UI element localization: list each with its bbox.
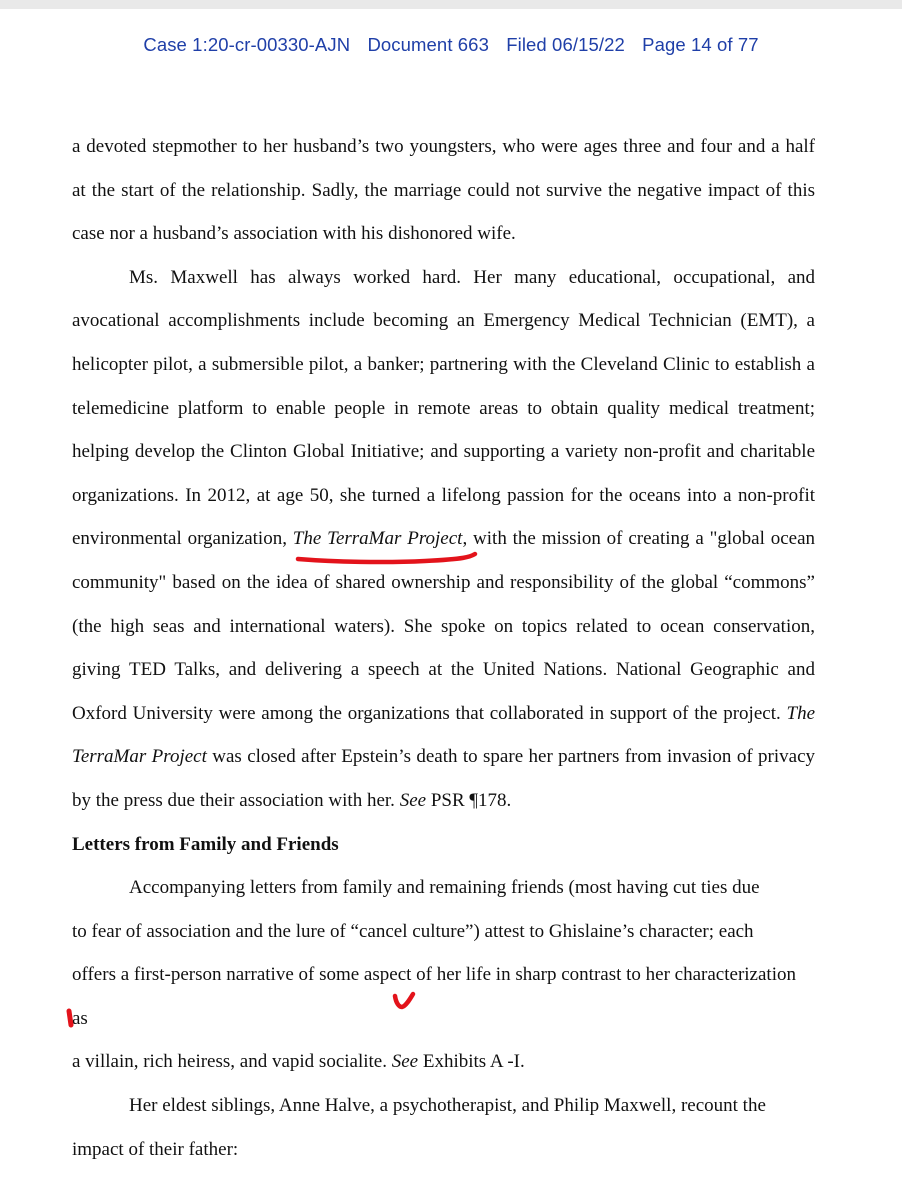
paragraph-3 [72, 866, 815, 1084]
paragraph-2-text-a: Ms. Maxwell has always worked hard. Her many educational, occupational, and avocational accomplishments include becoming an Emergency Medical Technician (EMT), a helicopter pilot, a submersible pilot, a banker; partnering with the Cleveland Clinic to establish a telemedicine platform to enable people in remote areas to obtain quality medical treatment; helping develop the Clinton Global Initiative; and supporting a variety non-profit and charitable organizations. In 2012, at age 50, she turned a lifelong passion for the oceans into a non-profit environmental organization, [72, 266, 815, 550]
paragraph-2 [72, 256, 815, 823]
top-strip [0, 0, 902, 9]
filing-header [0, 34, 902, 56]
page-number: Page 14 of 77 [642, 34, 759, 55]
paragraph-3-line-4-b: Exhibits A -I. [418, 1051, 525, 1073]
paragraph-4 [72, 1084, 815, 1171]
paragraph-4-line-2: impact of their father: [72, 1138, 239, 1160]
document-number: Document 663 [367, 34, 489, 55]
paragraph-2-text-c: was closed after Epstein’s death to spare her partners from invasion of privacy by the press due their association with her. [72, 746, 815, 811]
paragraph-3-line-4-a: a villain, rich heiress, and vapid socialite. [72, 1051, 392, 1073]
paragraph-2-text-b: , with the mission of creating a "global ocean community" based on the idea of shared ownership and responsibility of the global “commons” (the high seas and international waters). She spoke on topics related to ocean conservation, giving TED Talks, and delivering a speech at the United Nations. National Geographic and Oxford University were among the organizations that collaborated in support of the project. [72, 528, 815, 724]
red-tick-mark [64, 1008, 78, 1030]
paragraph-2-text-d: PSR ¶178. [426, 789, 512, 811]
terramar-project-title-2: The TerraMar Project [72, 702, 815, 768]
terramar-project-title: The TerraMar Project [292, 528, 463, 550]
paragraph-3-line-3: offers a first-person narrative of some aspect of her life in sharp contrast to her characterization as [72, 964, 796, 1029]
see-citation-2: See [391, 1051, 419, 1073]
red-check-mark [391, 991, 417, 1013]
red-underline-mark [295, 549, 480, 569]
paragraph-4-line-1: Her eldest siblings, Anne Halve, a psychotherapist, and Philip Maxwell, recount the [129, 1095, 766, 1117]
see-citation: See [399, 789, 427, 811]
section-heading: Letters from Family and Friends [72, 833, 339, 855]
document-body [72, 125, 815, 1171]
case-number: Case 1:20-cr-00330-AJN [143, 34, 351, 55]
filed-date: Filed 06/15/22 [506, 34, 625, 55]
paragraph-1: a devoted stepmother to her husband’s two youngsters, who were ages three and four and a half at the start of the relationship. Sadly, the marriage could not survive the negative impact of this case nor a husband’s association with his dishonored wife. [72, 136, 815, 245]
paragraph-3-line-2: to fear of association and the lure of “cancel culture”) attest to Ghislaine’s character; each [72, 920, 754, 942]
paragraph-3-line-4 [72, 1040, 815, 1084]
paragraph-3-line-1: Accompanying letters from family and remaining friends (most having cut ties due [129, 877, 760, 899]
